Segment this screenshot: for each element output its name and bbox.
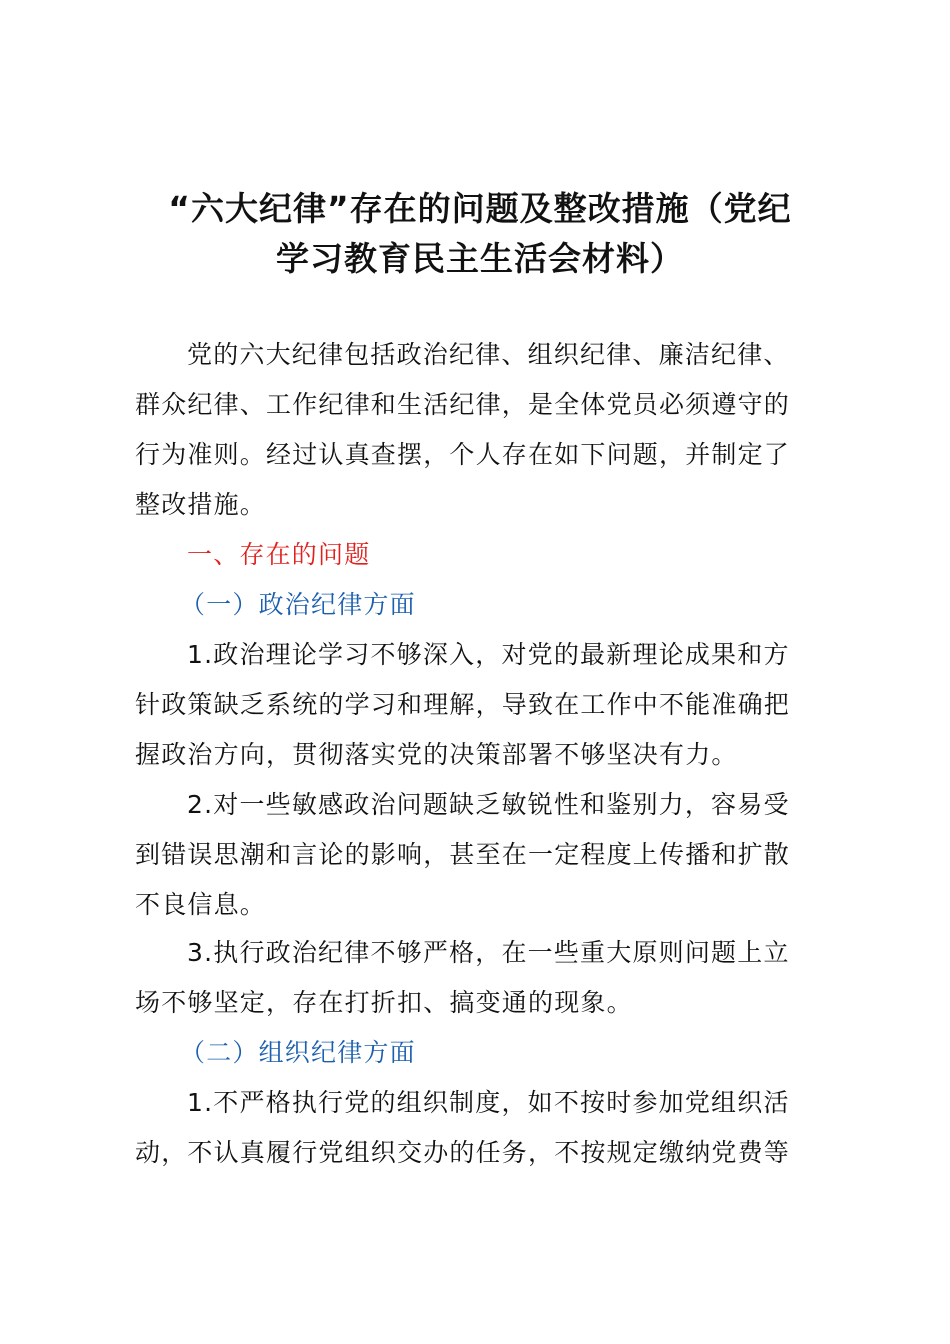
organizational-item-1-line-1: 1.不严格执行党的组织制度，如不按时参加党组织活 [187,1088,790,1117]
political-item-1-line-2: 针政策缺乏系统的学习和理解，导致在工作中不能准确把 [135,690,791,719]
political-item-2-line-2: 到错误思潮和言论的影响，甚至在一定程度上传播和扩散 [135,840,791,869]
political-item-3-line-1: 3.执行政治纪律不够严格，在一些重大原则问题上立 [187,938,790,967]
political-item-2-line-1: 2.对一些敏感政治问题缺乏敏锐性和鉴别力，容易受 [187,790,790,819]
intro-line-3: 行为准则。经过认真查摆，个人存在如下问题，并制定了 [135,440,791,469]
political-item-1 [135,630,835,780]
organizational-item-1 [135,1078,835,1178]
subsection-heading-political: （一）政治纪律方面 [180,590,416,619]
title-line-2: 学习教育民主生活会材料） [276,239,684,278]
subsection-heading-organizational: （二）组织纪律方面 [180,1038,416,1067]
political-item-3-line-2: 场不够坚定，存在打折扣、搞变通的现象。 [135,988,633,1017]
political-item-1-line-3: 握政治方向，贯彻落实党的决策部署不够坚决有力。 [135,740,738,769]
intro-paragraph [135,330,835,530]
political-item-3 [135,928,835,1028]
intro-line-4: 整改措施。 [135,490,267,519]
organizational-item-1-line-2: 动，不认真履行党组织交办的任务，不按规定缴纳党费等 [135,1138,791,1167]
title-line-1: “六大纪律”存在的问题及整改措施（党纪 [168,189,792,228]
section-heading-problems: 一、存在的问题 [187,540,371,569]
political-item-2 [135,780,835,930]
political-item-2-line-3: 不良信息。 [135,890,267,919]
document-title [100,184,860,284]
political-item-1-line-1: 1.政治理论学习不够深入，对党的最新理论成果和方 [187,640,790,669]
intro-line-1: 党的六大纪律包括政治纪律、组织纪律、廉洁纪律、 [187,340,790,369]
intro-line-2: 群众纪律、工作纪律和生活纪律，是全体党员必须遵守的 [135,390,791,419]
